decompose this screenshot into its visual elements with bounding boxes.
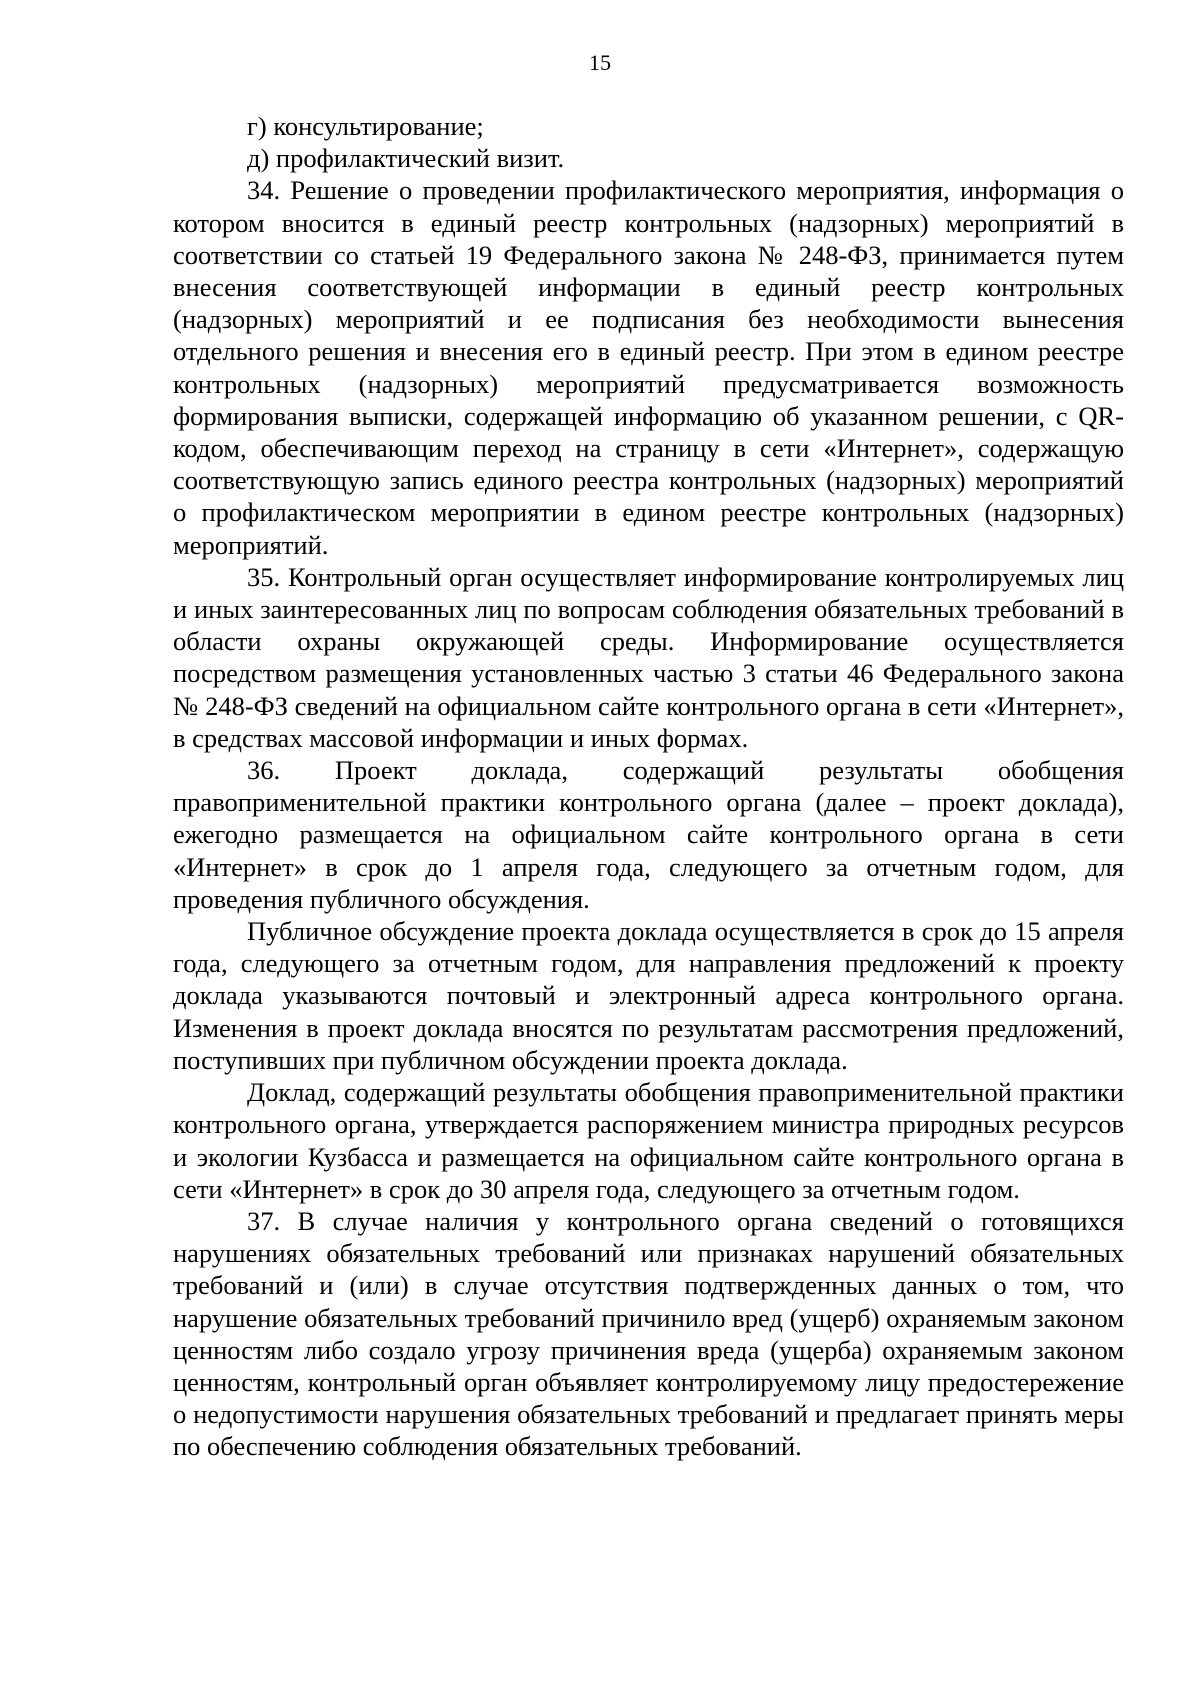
paragraph-34: 34. Решение о проведении профилактического мероприятия, информация о котором вносится в единый реестр контрольных (надзорных) мероприятий в соответствии со статьей 19 Федерального закона № 248-ФЗ, принимается путем внесения соответствующей информации в единый реестр контрольных (надзорных) мероприятий и ее подписания без необходимости вынесения отдельного решения и внесения его в единый реестр. При этом в едином реестре контрольных (надзорных) мероприятий предусматривается возможность формирования выписки, содержащей информацию об указанном решении, с QR-кодом, обеспечивающим переход на страницу в сети «Интернет», содержащую соответствующую запись единого реестра контрольных (надзорных) мероприятий о профилактическом мероприятии в едином реестре контрольных (надзорных) мероприятий.	[173, 175, 1124, 560]
paragraph-36: 36. Проект доклада, содержащий результаты обобщения правоприменительной практики контрольного органа (далее – проект доклада), ежегодно размещается на официальном сайте контрольного органа в сети «Интернет» в срок до 1 апреля года, следующего за отчетным годом, для проведения публичного обсуждения.	[173, 755, 1124, 914]
paragraph-36-public-discussion: Публичное обсуждение проекта доклада осуществляется в срок до 15 апреля года, следующего за отчетным годом, для направления предложений к проекту доклада указываются почтовый и электронный адреса контрольного органа. Изменения в проект доклада вносятся по результатам рассмотрения предложений, поступивших при публичном обсуждении проекта доклада.	[173, 916, 1124, 1075]
list-item-consulting: г) консультирование;	[247, 111, 484, 141]
paragraph-37: 37. В случае наличия у контрольного органа сведений о готовящихся нарушениях обязательных требований или признаках нарушений обязательных требований и (или) в случае отсутствия подтвержденных данных о том, что нарушение обязательных требований причинило вред (ущерб) охраняемым законом ценностям либо создало угрозу причинения вреда (ущерба) охраняемым законом ценностям, контрольный орган объявляет контролируемому лицу предостережение о недопустимости нарушения обязательных требований и предлагает принять меры по обеспечению соблюдения обязательных требований.	[173, 1205, 1124, 1462]
page-number: 15	[589, 50, 611, 75]
paragraph-36-report-approval: Доклад, содержащий результаты обобщения правоприменительной практики контрольного органа, утверждается распоряжением министра природных ресурсов и экологии Кузбасса и размещается на официальном сайте контрольного органа в сети «Интернет» в срок до 30 апреля года, следующего за отчетным годом.	[173, 1077, 1124, 1204]
list-item-preventive-visit: д) профилактический визит.	[247, 143, 565, 174]
document-body	[173, 110, 1124, 1463]
paragraph-35: 35. Контрольный орган осуществляет информирование контролируемых лиц и иных заинтересованных лиц по вопросам соблюдения обязательных требований в области охраны окружающей среды. Информирование осуществляется посредством размещения установленных частью 3 статьи 46 Федерального закона № 248-ФЗ сведений на официальном сайте контрольного органа в сети «Интернет», в средствах массовой информации и иных формах.	[173, 561, 1124, 753]
